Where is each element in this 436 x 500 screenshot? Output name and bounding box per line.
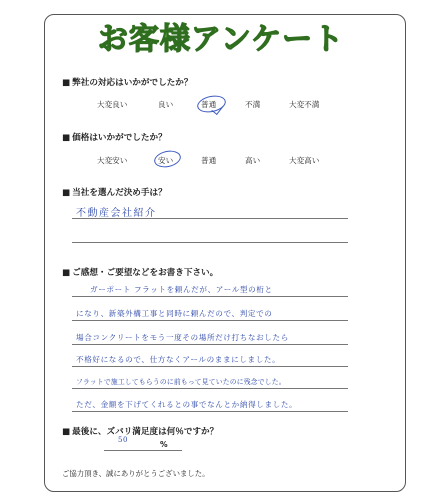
option-service-very-dissatisfied[interactable]: 大変不満 [289, 100, 320, 109]
comment-line: になり、新築外構工事と同時に頼んだので、判定での [76, 309, 273, 318]
answer-line [72, 296, 348, 297]
option-service-very-good[interactable]: 大変良い [97, 100, 128, 109]
comment-line: フラットで施工してもらうのに前もって見ていたのに残念でした。 [76, 378, 286, 386]
answer-line [72, 242, 348, 243]
deciding-factor-answer: 不動産会社紹介 [76, 208, 157, 219]
question-price: ■ 価格はいかがでしたか？ [62, 131, 167, 143]
option-service-good[interactable]: 良い [158, 100, 174, 109]
option-price-expensive[interactable]: 高い [245, 156, 261, 165]
survey-title: お客様アンケート [97, 22, 345, 57]
comment-line: 不格好になるので、仕方なくアールのままにしました。 [76, 355, 281, 364]
question-satisfaction: ■ 最後に、ズバリ満足度は何％ですか？ [62, 425, 218, 437]
comment-line: ガーポート フラットを頼んだが、アール型の桁と [90, 285, 273, 294]
question-service: ■ 弊社の対応はいかがでしたか？ [62, 76, 192, 88]
option-service-average[interactable]: 普通 [201, 100, 217, 109]
comment-line: 場合コンクリートをモう一度その場所だけ打ちなおしたら [76, 333, 289, 342]
answer-line [72, 388, 348, 389]
answer-line [72, 366, 348, 367]
option-price-cheap[interactable]: 安い [158, 156, 174, 165]
option-price-average[interactable]: 普通 [201, 156, 217, 165]
question-deciding-factor: ■ 当社を選んだ決め手は？ [62, 186, 167, 198]
answer-line [72, 320, 348, 321]
answer-line [72, 344, 348, 345]
thank-you-note: ご協力頂き、誠にありがとうございました。 [62, 469, 210, 478]
option-service-dissatisfied[interactable]: 不満 [245, 100, 261, 109]
comment-line: ただ、金額を下げてくれるとの事でなんとか納得しました。 [76, 400, 298, 409]
option-price-very-expensive[interactable]: 大変高い [289, 156, 320, 165]
answer-line [72, 218, 348, 219]
answer-line [72, 411, 348, 412]
satisfaction-line [104, 450, 182, 451]
question-comments: ■ ご感想・ご要望などをお書き下さい。 [62, 266, 218, 278]
option-price-very-cheap[interactable]: 大変安い [97, 156, 128, 165]
percent-unit: % [160, 440, 168, 449]
satisfaction-answer: 50 [118, 436, 129, 444]
